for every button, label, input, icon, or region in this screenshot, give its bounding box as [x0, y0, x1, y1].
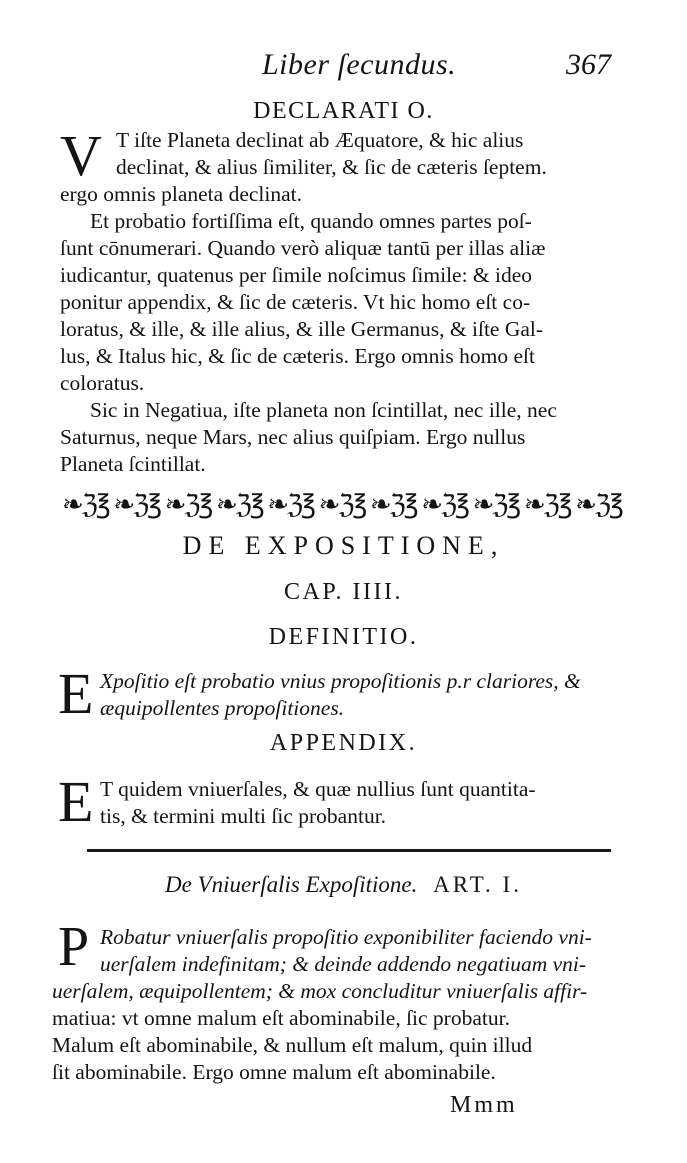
- text-line: æquipollentes propoſitiones.: [100, 696, 345, 720]
- text-line: ergo omnis planeta declinat.: [60, 182, 303, 206]
- text-line: T quidem vniuerſales, & quæ nullius ſunt quantita-: [100, 777, 536, 801]
- text-line: T iſte Planeta declinat ab Æquatore, & hic alius: [116, 128, 524, 152]
- fleuron-ornament: ❧ℨ℥: [421, 490, 469, 519]
- text-line: Et probatio fortiſſima eſt, quando omnes partes poſ-: [90, 209, 532, 233]
- text-line: uerſalem indefinitam; & deinde addendo negatiuam vni-: [100, 952, 587, 976]
- signature-mark: Mmm: [450, 1092, 518, 1118]
- text-line: Robatur vniuerſalis propoſitio exponibiliter faciendo vni-: [100, 925, 592, 949]
- declaratio-heading: DECLARATI O.: [253, 98, 434, 124]
- text-line: ſunt cōnumerari. Quando verò aliquæ tantū per illas aliæ: [60, 236, 546, 260]
- fleuron-ornament: ❧ℨ℥: [164, 490, 212, 519]
- article-heading: [0, 872, 687, 898]
- text-line: iudicantur, quatenus per ſimile noſcimus ſimile: & ideo: [60, 263, 533, 287]
- text-line: loratus, & ille, & ille alius, & ille Germanus, & iſte Gal-: [60, 317, 544, 341]
- ornament-band: [62, 486, 622, 524]
- article-number: ART. I.: [433, 872, 522, 897]
- fleuron-ornament: ❧ℨ℥: [215, 490, 263, 519]
- text-line: Planeta ſcintillat.: [60, 452, 206, 476]
- definitio-dropcap: E: [58, 661, 94, 726]
- text-line: coloratus.: [60, 371, 145, 395]
- text-line: Xpoſitio eſt probatio vnius propoſitionis p.r clariores, &: [100, 669, 581, 693]
- fleuron-ornament: ❧ℨ℥: [113, 490, 161, 519]
- fleuron-ornament: ❧ℨ℥: [472, 490, 520, 519]
- article-title: De Vniuerſalis Expoſitione.: [165, 872, 418, 897]
- fleuron-ornament: ❧ℨ℥: [267, 490, 315, 519]
- text-line: tis, & termini multi ſic probantur.: [100, 804, 387, 828]
- fleuron-ornament: ❧ℨ℥: [523, 490, 571, 519]
- text-line: ſit abominabile. Ergo omne malum eſt abominabile.: [52, 1060, 496, 1084]
- running-head: [0, 44, 687, 88]
- chapter-title: DE EXPOSITIONE,: [182, 531, 505, 560]
- text-line: Saturnus, neque Mars, nec alius quiſpiam. Ergo nullus: [60, 425, 526, 449]
- article-dropcap: P: [58, 916, 90, 978]
- definitio-heading: DEFINITIO.: [268, 624, 419, 650]
- section-rule: [87, 849, 611, 852]
- text-line: declinat, & alius ſimiliter, & ſic de cæteris ſeptem.: [116, 155, 547, 179]
- chapter-number: CAP. IIII.: [284, 579, 403, 605]
- fleuron-ornament: ❧ℨ℥: [62, 490, 109, 519]
- text-line: lus, & Italus hic, & ſic de cæteris. Ergo omnis homo eſt: [60, 344, 535, 368]
- fleuron-ornament: ❧ℨ℥: [318, 490, 366, 519]
- fleuron-ornament: ❧ℨ℥: [369, 490, 417, 519]
- text-line: Malum eſt abominabile, & nullum eſt malum, quin illud: [52, 1033, 533, 1057]
- declaratio-dropcap: V: [60, 123, 102, 188]
- appendix-dropcap: E: [58, 769, 94, 834]
- text-line: Sic in Negatiua, iſte planeta non ſcintillat, nec ille, nec: [90, 398, 557, 422]
- running-title: Liber ſecundus.: [262, 48, 457, 81]
- text-line: uerſalem, æquipollentem; & mox concluditur vniuerſalis affir-: [52, 979, 588, 1003]
- fleuron-ornament: ❧ℨ℥: [575, 490, 622, 519]
- appendix-heading: APPENDIX.: [269, 730, 418, 756]
- page-number: 367: [566, 48, 611, 81]
- text-line: matiua: vt omne malum eſt abominabile, ſic probatur.: [52, 1006, 510, 1030]
- text-line: ponitur appendix, & ſic de cæteris. Vt hic homo eſt co-: [60, 290, 531, 314]
